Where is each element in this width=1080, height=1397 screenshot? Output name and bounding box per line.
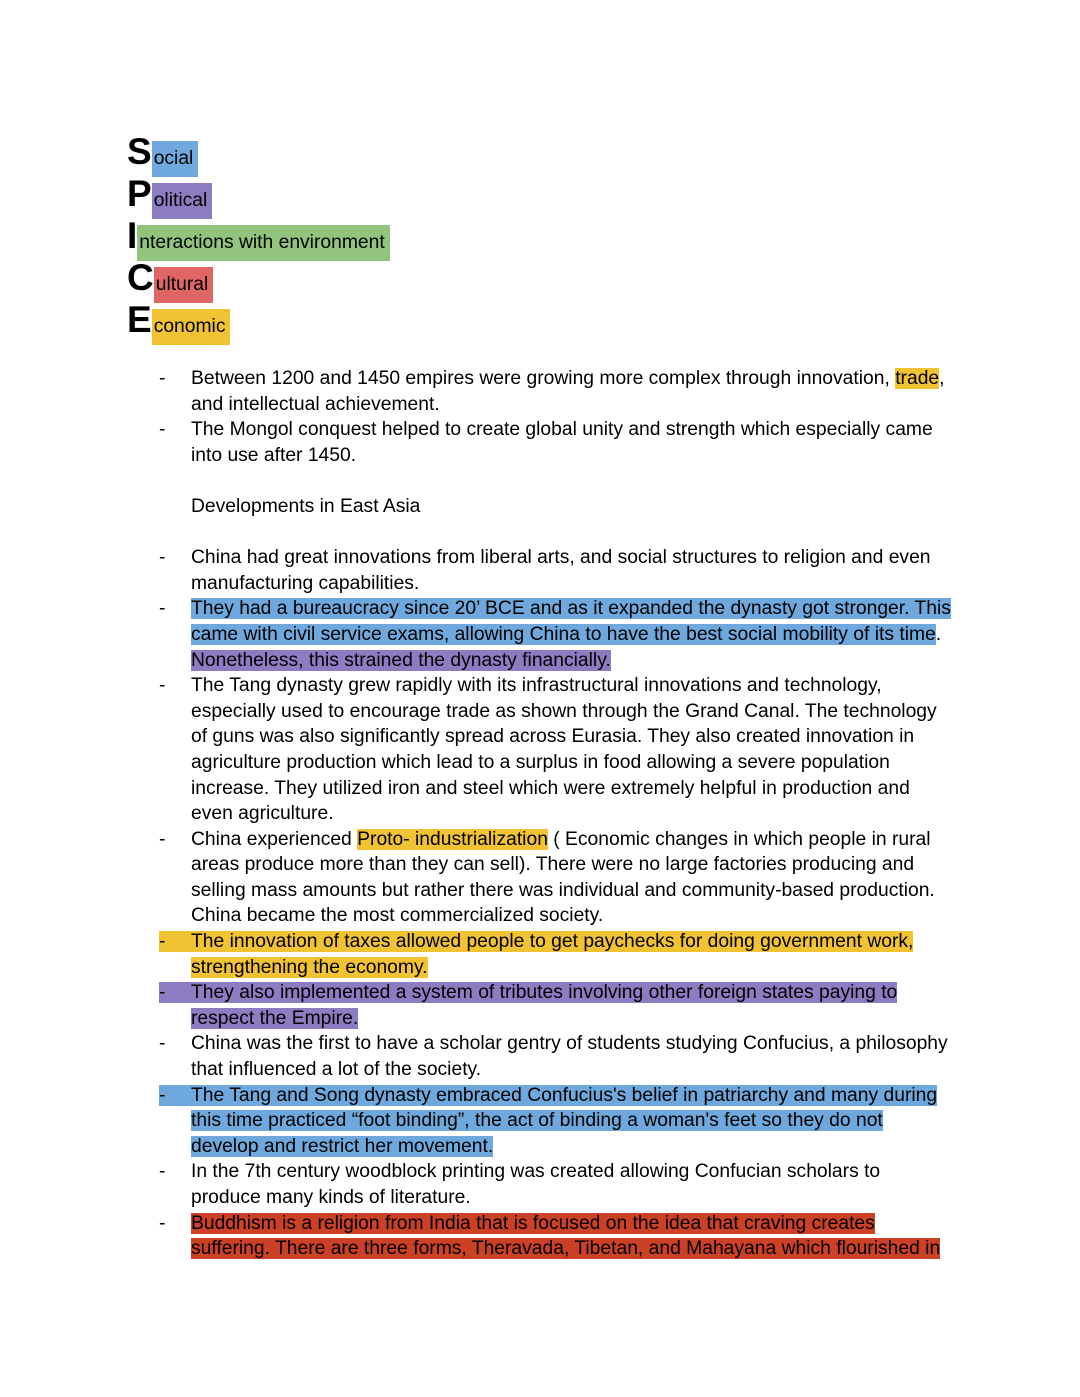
text-run: Between 1200 and 1450 empires were growing more complex through innovation,: [191, 368, 896, 389]
text-run: ( Economic changes in which people in rural areas produce more than they can sell). There were no large factories producing and selling mass amounts but rather there was individual and community-based production. China became the most commercialized society.: [191, 828, 935, 927]
bullet-dash: [159, 827, 191, 929]
bullet-item: [159, 1083, 953, 1160]
bullet-dash: [159, 929, 191, 980]
bullet-text: [191, 545, 953, 596]
bullet-item: [159, 929, 953, 980]
section-heading: [191, 494, 953, 520]
bullet-text: [191, 596, 953, 673]
bullet-item: [159, 545, 953, 596]
bullet-marker: -: [159, 931, 191, 952]
acronym-line-e: [127, 299, 953, 341]
acronym-line-i: [127, 215, 953, 257]
bullet-text: [191, 1031, 953, 1082]
bullet-text: [191, 1159, 953, 1210]
highlighted-text: Proto- industrialization: [357, 828, 548, 850]
bullet-text: [191, 827, 953, 929]
bullet-dash: [159, 1083, 191, 1160]
bullet-marker: -: [159, 368, 166, 389]
highlighted-text: The Tang and Song dynasty embraced Confucius's belief in patriarchy and many during this time practiced “foot binding”, the act of binding a woman's feet so they do not develop and restrict her movement.: [191, 1084, 938, 1157]
bullet-item: [159, 1159, 953, 1210]
highlighted-text: They also implemented a system of tributes involving other foreign states paying to respect the Empire.: [191, 982, 898, 1029]
acronym-letter: P: [127, 173, 152, 214]
text-run: , and intellectual achievement.: [191, 368, 945, 415]
bullet-text: [191, 1083, 953, 1160]
highlighted-text: The innovation of taxes allowed people to get paychecks for doing government work, strengthening the economy.: [191, 931, 914, 978]
text-run: China experienced: [191, 828, 358, 850]
bullet-text: [191, 1211, 953, 1262]
bullet-marker: -: [159, 547, 166, 569]
bullet-marker: -: [159, 1085, 191, 1106]
acronym-letter: I: [127, 215, 138, 256]
text-run: China had great innovations from liberal arts, and social structures to religion and even manufacturing capabilities.: [191, 547, 931, 594]
acronym-word-highlight: ocial: [152, 141, 199, 177]
text-run: In the 7th century woodblock printing was created allowing Confucian scholars to produce many kinds of literature.: [191, 1161, 881, 1208]
acronym-letter: E: [127, 299, 152, 340]
bullet-text: [191, 366, 953, 417]
bullet-item: [159, 1031, 953, 1082]
bullet-text: [191, 929, 953, 980]
bullet-marker: -: [159, 982, 191, 1003]
bullet-dash: [159, 417, 191, 468]
bullet-marker: -: [159, 675, 166, 697]
acronym-line-p: [127, 173, 953, 215]
acronym-line-s: [127, 131, 953, 173]
text-run: The Tang dynasty grew rapidly with its infrastructural innovations and technology, especially used to encourage trade as shown through the Grand Canal. The technology of guns was also significantly spread across Eurasia. They also created innovation in agriculture production which lead to a surplus in food allowing a severe population increase. They utilized iron and steel which were extremely helpful in production and even agriculture.: [191, 675, 937, 825]
text-run: .: [935, 623, 942, 645]
acronym-line-c: [127, 257, 953, 299]
bullet-dash: [159, 1031, 191, 1082]
bullet-dash: [159, 1211, 191, 1262]
acronym-letter: C: [127, 257, 154, 298]
bullet-dash: [159, 596, 191, 673]
bullet-text: [191, 673, 953, 827]
bullet-text: [191, 980, 953, 1031]
acronym-word-highlight: olitical: [152, 183, 213, 219]
bullet-item: [159, 366, 953, 417]
bullet-item: [159, 827, 953, 929]
bullet-marker: -: [159, 598, 166, 620]
bullet-item: [159, 1211, 953, 1262]
bullet-marker: -: [159, 419, 166, 441]
bullet-marker: -: [159, 1033, 166, 1055]
highlighted-text: Nonetheless, this strained the dynasty financially.: [191, 649, 611, 671]
text-run: China was the first to have a scholar gentry of students studying Confucius, a philosophy that influenced a lot of the society.: [191, 1033, 948, 1081]
bullet-dash: [159, 366, 191, 417]
highlighted-text: Buddhism is a religion from India that is focused on the idea that craving creates suffering. There are three forms, Theravada, Tibetan, and Mahayana which flourished in: [191, 1212, 941, 1260]
highlighted-text: They had a bureaucracy since 20’ BCE and as it expanded the dynasty got stronger. This came with civil service exams, allowing China to have the best social mobility of its time: [191, 598, 951, 645]
acronym-word-highlight: ultural: [154, 267, 214, 303]
bullet-dash: [159, 545, 191, 596]
bullet-marker: -: [159, 1161, 166, 1183]
bullet-item: [159, 673, 953, 827]
text-run: Developments in East Asia: [191, 495, 421, 517]
bullet-marker: -: [159, 828, 166, 850]
document-body: [127, 366, 953, 1262]
acronym-word-highlight: nteractions with environment: [137, 225, 389, 261]
bullet-dash: [159, 980, 191, 1031]
bullet-item: [159, 596, 953, 673]
bullet-item: [159, 417, 953, 468]
highlighted-text: trade: [895, 368, 940, 389]
bullet-text: [191, 417, 953, 468]
bullet-dash: [159, 1159, 191, 1210]
bullet-item: [159, 980, 953, 1031]
acronym-letter: S: [127, 131, 152, 172]
text-run: The Mongol conquest helped to create global unity and strength which especially came into use after 1450.: [191, 419, 933, 466]
bullet-dash: [159, 673, 191, 827]
bullet-marker: -: [159, 1212, 166, 1234]
acronym-word-highlight: conomic: [152, 309, 231, 345]
spice-acronym: [127, 131, 953, 341]
